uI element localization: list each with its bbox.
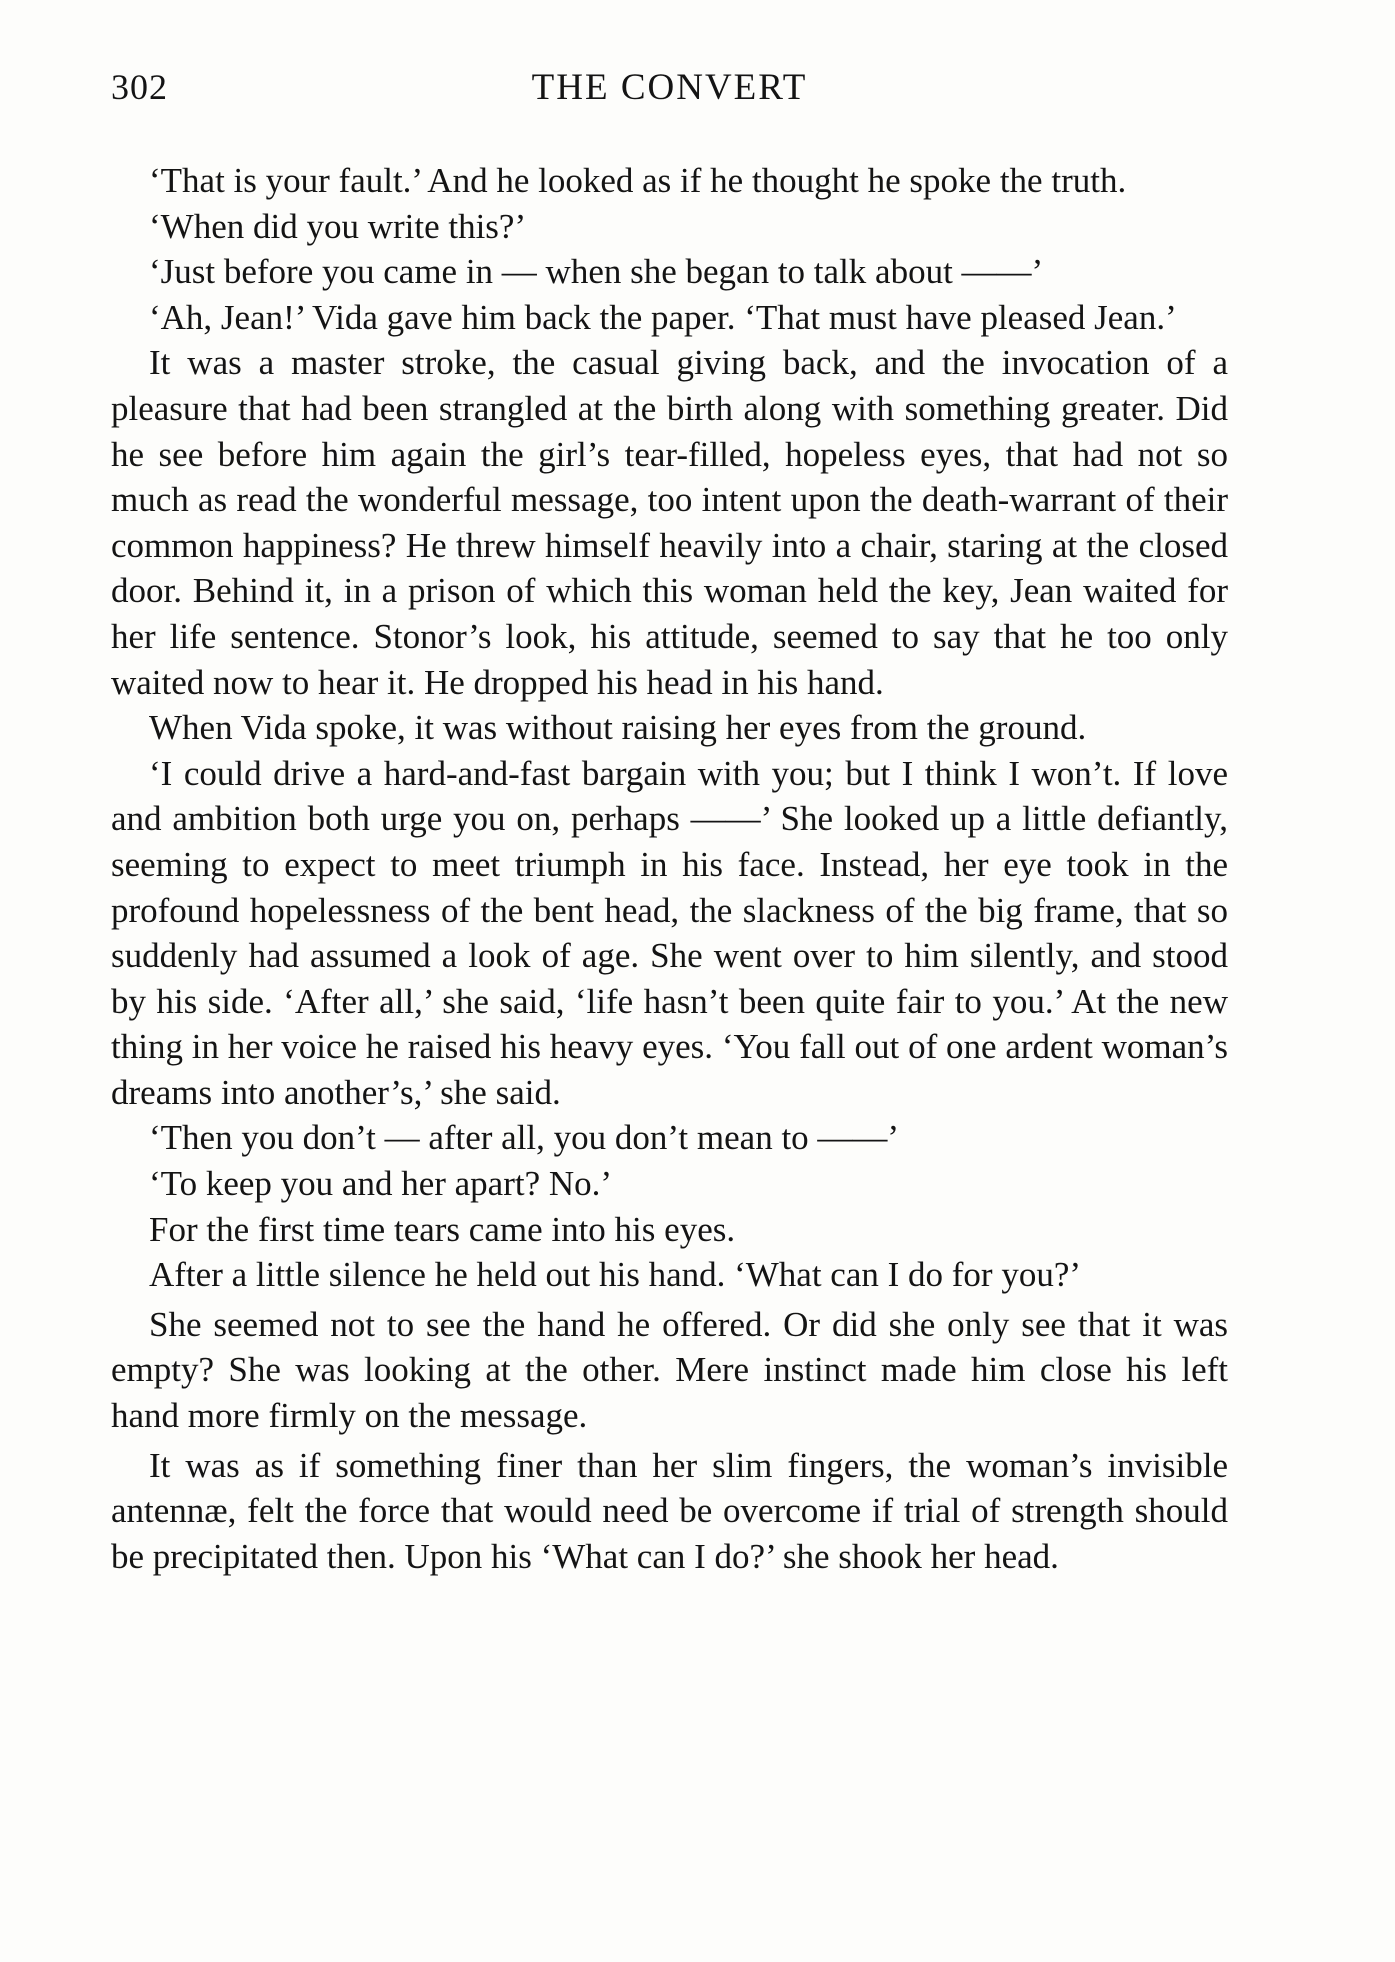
paragraph: It was a master stroke, the casual giving back, and the invocation of a pleasure that had been strangled at the birth along with something greater. Did he see before him again the girl’s tear-filled, hopeless eyes, that had not so much as read the wonderful message, too intent upon the death-warrant of their common happiness? He threw himself heavily into a chair, staring at the closed door. Behind it, in a prison of which this woman held the key, Jean waited for her life sentence. Stonor’s look, his attitude, seemed to say that he too only waited now to hear it. He dropped his head in his hand. — [111, 343, 1228, 702]
page-number: 302 — [111, 67, 168, 107]
paragraph: ‘Then you don’t — after all, you don’t mean to ——’ — [149, 1118, 900, 1158]
paragraph: ‘Just before you came in — when she began to talk about ——’ — [149, 252, 1044, 292]
paragraph: ‘I could drive a hard-and-fast bargain with you; but I think I won’t. If love and ambition both urge you on, perhaps ——’ She looked up a little defiantly, seeming to expect to meet triumph in his face. Instead, her eye took in the profound hopelessness of the bent head, the slackness of the big frame, that so suddenly had assumed a look of age. She went over to him silently, and stood by his side. ‘After all,’ she said, ‘life hasn’t been quite fair to you.’ At the new thing in her voice he raised his heavy eyes. ‘You fall out of one ardent woman’s dreams into another’s,’ she said. — [111, 753, 1228, 1112]
paragraph: When Vida spoke, it was without raising her eyes from the ground. — [149, 708, 1087, 748]
page-header — [111, 58, 1228, 114]
paragraph: ‘To keep you and her apart? No.’ — [149, 1164, 613, 1204]
paragraph: ‘Ah, Jean!’ Vida gave him back the paper. ‘That must have pleased Jean.’ — [149, 297, 1177, 337]
paragraph: ‘That is your fault.’ And he looked as if he thought he spoke the truth. — [149, 161, 1127, 200]
paragraph: She seemed not to see the hand he offered. Or did she only see that it was empty? She was looking at the other. Mere instinct made him close his left hand more firmly on the message. — [111, 1304, 1228, 1436]
paragraph: It was as if something finer than her slim fingers, the woman’s invisible antennæ, felt the force that would need be overcome if trial of strength should be precipitated then. Upon his ‘What can I do?’ she shook her head. — [111, 1445, 1228, 1576]
paragraph: After a little silence he held out his hand. ‘What can I do for you?’ — [149, 1255, 1082, 1295]
paragraph: For the first time tears came into his eyes. — [149, 1209, 736, 1249]
paragraph: ‘When did you write this?’ — [149, 206, 527, 246]
page-body — [111, 158, 1228, 1579]
running-title: THE CONVERT — [531, 67, 808, 108]
